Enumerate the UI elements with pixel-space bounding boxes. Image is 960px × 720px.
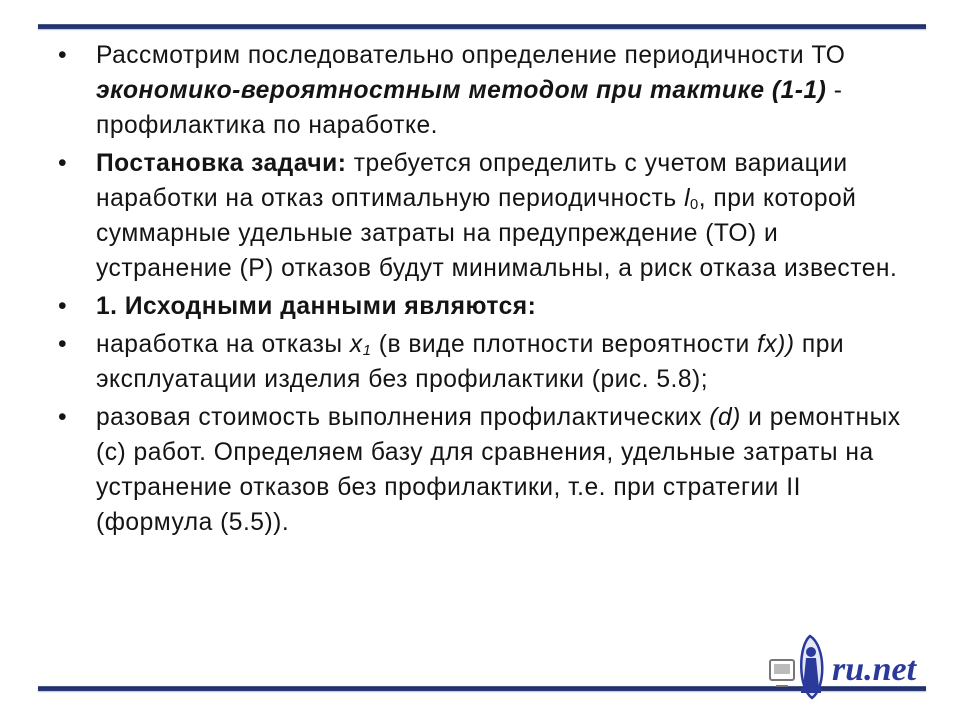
list-item-failure-time [58, 327, 918, 397]
logo-text: ru.net [832, 651, 917, 688]
problem-text-2: , при которой суммарные удельные затраты на предупреждение (ТО) и устранение (Р) отказов будут минимальны, а риск отказа известен. [96, 185, 898, 282]
list-item-inputs-heading [58, 289, 918, 324]
top-rule [38, 24, 926, 29]
period-subscript: 0 [690, 196, 699, 213]
cost-text-1: разовая стоимость выполнения профилактических [96, 404, 710, 431]
density-symbol: fx)) [757, 331, 795, 358]
d-symbol: (d) [709, 404, 741, 431]
problem-text-1: требуется определить с учетом вариации наработки на отказ оптимальную периодичность [96, 150, 848, 212]
failure-text-3: при эксплуатации изделия без профилактики (рис. 5.8); [96, 331, 845, 393]
x-subscript: 1 [362, 342, 372, 359]
list-item-method [58, 38, 918, 143]
period-symbol: l [684, 185, 691, 212]
bullet: • [58, 293, 68, 320]
statue-icon [801, 636, 822, 698]
failure-text-1: наработка на отказы [96, 331, 350, 358]
x-symbol: x [349, 331, 363, 358]
method-text-2: - профилактика по наработке. [96, 77, 843, 139]
list-item-cost [58, 400, 918, 540]
bullet: • [58, 150, 68, 177]
cost-text-2: и ремонтных (с) работ. Определяем базу для сравнения, удельные затраты на устранение отказов без профилактики, т.е. при стратегии II (формула (5.5)). [96, 404, 901, 536]
slide-content [58, 38, 918, 543]
method-emphasis: экономико-вероятностным методом при тактике (1-1) [96, 77, 827, 104]
computer-icon [770, 660, 794, 686]
logo [766, 630, 952, 700]
list-item-problem [58, 146, 918, 286]
bullet: • [58, 42, 68, 69]
bullet: • [58, 404, 68, 431]
inputs-heading: 1. Исходными данными являются: [96, 293, 537, 320]
failure-text-2: (в виде плотности вероятности [371, 331, 758, 358]
method-text-1: Рассмотрим последовательно определение периодичности ТО [96, 42, 846, 69]
bullet: • [58, 331, 68, 358]
problem-heading: Постановка задачи: [96, 150, 347, 177]
